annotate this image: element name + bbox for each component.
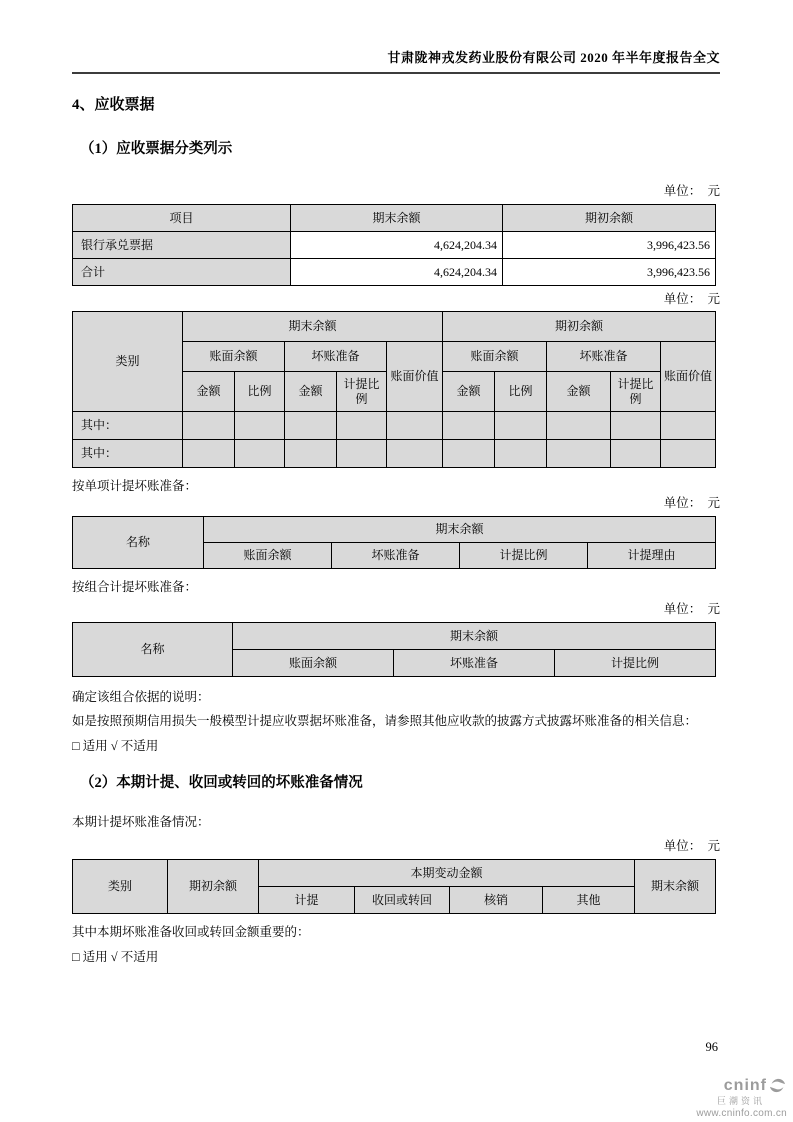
- empty-cell: [235, 412, 285, 440]
- empty-cell: [443, 412, 495, 440]
- col-header-bad-debt: 坏账准备: [285, 342, 387, 372]
- empty-cell: [547, 412, 611, 440]
- col-header-provision-ratio: 计提比例: [337, 372, 387, 412]
- col-header-item: 项目: [73, 205, 291, 232]
- begin-balance-total: 3,996,423.56: [503, 259, 716, 286]
- applicable-checkline: □ 适用 √ 不适用: [72, 950, 159, 964]
- col-header-provision-ratio: 计提比例: [611, 372, 661, 412]
- col-header-book-value: 账面价值: [387, 342, 443, 412]
- individual-provision-table: [72, 516, 716, 569]
- row-label: 其中：: [73, 412, 183, 440]
- col-header-provision-reason: 计提理由: [588, 543, 716, 569]
- empty-cell: [337, 412, 387, 440]
- empty-cell: [183, 440, 235, 468]
- col-header-amount: 金额: [547, 372, 611, 412]
- table-row: [73, 412, 716, 440]
- empty-cell: [235, 440, 285, 468]
- col-header-end-balance: 期末余额: [635, 860, 716, 914]
- col-header-begin-balance: 期初余额: [168, 860, 259, 914]
- empty-cell: [547, 440, 611, 468]
- note-group-basis: 确定该组合依据的说明：: [72, 690, 210, 704]
- col-header-amount: 金额: [183, 372, 235, 412]
- unit-label: 单位： 元: [663, 292, 720, 306]
- group-provision-table: [72, 622, 716, 677]
- col-header-book-balance: 账面余额: [233, 650, 394, 677]
- subsection-title-classification: （1）应收票据分类列示: [80, 141, 233, 157]
- col-header-recovery: 收回或转回: [355, 887, 450, 914]
- col-header-change-amount: 本期变动金额: [259, 860, 635, 887]
- col-header-category: 类别: [73, 860, 168, 914]
- col-header-accrual: 计提: [259, 887, 355, 914]
- unit-label: 单位： 元: [663, 496, 720, 510]
- row-label: 其中：: [73, 440, 183, 468]
- note-by-item: 按单项计提坏账准备：: [72, 479, 198, 493]
- note-significant-recovery: 其中本期坏账准备收回或转回金额重要的：: [72, 925, 310, 939]
- col-header-provision-ratio: 计提比例: [460, 543, 588, 569]
- col-header-end-balance: 期末余额: [291, 205, 503, 232]
- col-header-book-value: 账面价值: [661, 342, 716, 412]
- unit-label: 单位： 元: [663, 184, 720, 198]
- empty-cell: [661, 412, 716, 440]
- cninfo-swirl-icon: [768, 1076, 787, 1095]
- empty-cell: [285, 440, 337, 468]
- col-header-name: 名称: [73, 517, 204, 569]
- empty-cell: [285, 412, 337, 440]
- row-label-total: 合计: [73, 259, 291, 286]
- note-by-group: 按组合计提坏账准备：: [72, 580, 198, 594]
- empty-cell: [183, 412, 235, 440]
- col-header-ratio: 比例: [495, 372, 547, 412]
- col-header-category: 类别: [73, 312, 183, 412]
- empty-cell: [611, 412, 661, 440]
- table-row: [73, 440, 716, 468]
- empty-cell: [387, 440, 443, 468]
- unit-label: 单位： 元: [663, 839, 720, 853]
- empty-cell: [661, 440, 716, 468]
- col-header-book-balance: 账面余额: [183, 342, 285, 372]
- notes-receivable-summary-table: [72, 204, 716, 286]
- note-ecl: 如是按照预期信用损失一般模型计提应收票据坏账准备，请参照其他应收款的披露方式披露坏账准备的相关信息：: [72, 714, 698, 728]
- col-header-amount: 金额: [285, 372, 337, 412]
- col-header-end-balance: 期末余额: [233, 623, 716, 650]
- col-header-provision-ratio: 计提比例: [555, 650, 716, 677]
- page-number: 96: [705, 1040, 718, 1054]
- table-row-total: [73, 259, 716, 286]
- page-header-title: 甘肃陇神戎发药业股份有限公司 2020 年半年度报告全文: [72, 50, 720, 74]
- bad-debt-classification-table: [72, 311, 716, 468]
- col-header-amount: 金额: [443, 372, 495, 412]
- cninfo-chinese-name: 巨潮资讯: [716, 1096, 765, 1106]
- empty-cell: [387, 412, 443, 440]
- provision-change-table: [72, 859, 716, 914]
- empty-cell: [443, 440, 495, 468]
- col-header-book-balance: 账面余额: [443, 342, 547, 372]
- empty-cell: [337, 440, 387, 468]
- col-header-begin-balance: 期初余额: [503, 205, 716, 232]
- row-label: 银行承兑票据: [73, 232, 291, 259]
- subsection-title-provision-changes: （2）本期计提、收回或转回的坏账准备情况: [80, 775, 363, 791]
- col-header-bad-debt: 坏账准备: [394, 650, 555, 677]
- col-header-end-balance: 期末余额: [204, 517, 716, 543]
- empty-cell: [495, 412, 547, 440]
- note-current-provision: 本期计提坏账准备情况：: [72, 815, 210, 829]
- empty-cell: [495, 440, 547, 468]
- col-header-bad-debt: 坏账准备: [332, 543, 460, 569]
- col-header-name: 名称: [73, 623, 233, 677]
- end-balance-value: 4,624,204.34: [291, 232, 503, 259]
- empty-cell: [611, 440, 661, 468]
- col-header-end-balance: 期末余额: [183, 312, 443, 342]
- end-balance-total: 4,624,204.34: [291, 259, 503, 286]
- col-header-ratio: 比例: [235, 372, 285, 412]
- begin-balance-value: 3,996,423.56: [503, 232, 716, 259]
- cninfo-url: www.cninfo.com.cn: [696, 1108, 787, 1119]
- cninfo-logo: [696, 1076, 787, 1119]
- table-row: [73, 232, 716, 259]
- col-header-other: 其他: [543, 887, 635, 914]
- col-header-bad-debt: 坏账准备: [547, 342, 661, 372]
- col-header-begin-balance: 期初余额: [443, 312, 716, 342]
- section-title-receivable-notes: 4、应收票据: [72, 97, 155, 113]
- cninfo-brand-text: cninf: [723, 1076, 767, 1094]
- col-header-writeoff: 核销: [450, 887, 543, 914]
- applicable-checkline: □ 适用 √ 不适用: [72, 739, 159, 753]
- unit-label: 单位： 元: [663, 602, 720, 616]
- col-header-book-balance: 账面余额: [204, 543, 332, 569]
